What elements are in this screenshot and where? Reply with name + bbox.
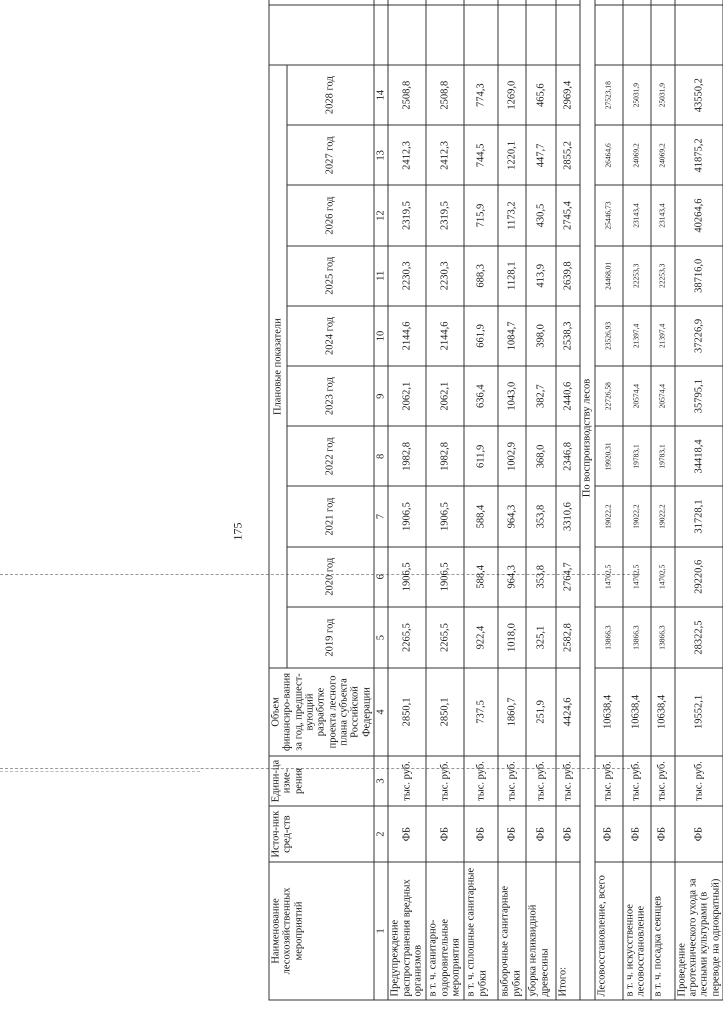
column-number: 4 — [373, 668, 387, 755]
empty-cell — [594, 0, 622, 4]
table-row — [650, 0, 674, 1000]
value-cell: 353,8 — [526, 546, 556, 606]
header-volume: Объем финансиро-вания за год, предшест-вующий разработке проекта лесного плана субъекта Российской Федерации — [269, 668, 374, 755]
value-cell: 2440,6 — [556, 366, 580, 426]
column-number — [373, 4, 387, 64]
value-cell: 2412,3 — [426, 125, 464, 185]
value-cell: 22726,58 — [594, 366, 622, 426]
value-cell: 1906,5 — [426, 546, 464, 606]
column-number: 14 — [373, 64, 387, 124]
value-cell: 2230,3 — [388, 245, 426, 305]
value-cell: 10638,4 — [594, 668, 622, 755]
row-name-cell: Лесовосстановление, всего — [594, 861, 622, 999]
empty-cell — [426, 0, 464, 4]
value-cell: 2265,5 — [426, 606, 464, 667]
value-cell: 25446,73 — [594, 185, 622, 245]
value-cell: 35795,1 — [674, 366, 722, 426]
unit-cell: тыс. руб. — [388, 755, 426, 806]
column-number: 6 — [373, 546, 387, 606]
row-name-cell: в т. ч. посадка сеянцев — [650, 861, 674, 999]
value-cell: 26464,6 — [594, 125, 622, 185]
value-cell: 19022,2 — [650, 486, 674, 546]
unit-cell: тыс. руб. — [622, 755, 650, 806]
column-number: 8 — [373, 426, 387, 486]
header-source: Источ-ник сред-ств — [269, 806, 374, 861]
value-cell: 1860,7 — [498, 668, 526, 755]
value-cell: 2764,7 — [556, 546, 580, 606]
value-cell: 22253,3 — [622, 245, 650, 305]
value-cell: 2639,8 — [556, 245, 580, 305]
row-name-cell: в т. ч. сплошные санитарные рубки — [464, 861, 498, 999]
value-cell: 31728,1 — [674, 486, 722, 546]
value-cell: 1002,9 — [498, 426, 526, 486]
empty-cell — [622, 0, 650, 4]
value-cell: 588,4 — [464, 486, 498, 546]
table-row — [426, 0, 464, 1000]
header-year: 2024 год — [287, 305, 374, 365]
value-cell: 1128,1 — [498, 245, 526, 305]
value-cell: 774,3 — [464, 64, 498, 124]
value-cell: 353,8 — [526, 486, 556, 546]
column-number: 9 — [373, 366, 387, 426]
value-cell: 19022,2 — [594, 486, 622, 546]
empty-cell — [650, 4, 674, 64]
empty-cell — [388, 0, 426, 4]
value-cell: 14702,5 — [622, 546, 650, 606]
empty-cell — [674, 4, 722, 64]
value-cell: 4424,6 — [556, 668, 580, 755]
value-cell: 251,9 — [526, 668, 556, 755]
value-cell: 744,5 — [464, 125, 498, 185]
column-number: 5 — [373, 606, 387, 667]
value-cell: 2855,2 — [556, 125, 580, 185]
value-cell: 28322,5 — [674, 606, 722, 667]
value-cell: 14702,5 — [650, 546, 674, 606]
value-cell: 1269,0 — [498, 64, 526, 124]
column-number-row — [373, 0, 387, 1000]
value-cell: 41875,2 — [674, 125, 722, 185]
value-cell: 22253,3 — [650, 245, 674, 305]
value-cell: 19022,2 — [622, 486, 650, 546]
value-cell: 2319,5 — [388, 185, 426, 245]
empty-cell — [498, 4, 526, 64]
empty-cell — [388, 4, 426, 64]
empty-cell — [526, 0, 556, 4]
source-cell: ФБ — [594, 806, 622, 861]
value-cell: 2144,6 — [426, 305, 464, 365]
value-cell: 1906,5 — [426, 486, 464, 546]
header-year: 2026 год — [287, 185, 374, 245]
rotated-table-frame — [228, 0, 721, 1030]
value-cell: 21397,4 — [650, 305, 674, 365]
column-number: 3 — [373, 755, 387, 806]
row-name-cell: выборочные санитарные рубки — [498, 861, 526, 999]
column-number: 13 — [373, 125, 387, 185]
source-cell: ФБ — [556, 806, 580, 861]
table-row — [464, 0, 498, 1000]
empty-cell — [556, 4, 580, 64]
value-cell: 21397,4 — [622, 305, 650, 365]
value-cell: 2265,5 — [388, 606, 426, 667]
header-year: 2023 год — [287, 366, 374, 426]
value-cell: 1173,2 — [498, 185, 526, 245]
header-year: 2022 год — [287, 426, 374, 486]
value-cell: 2745,4 — [556, 185, 580, 245]
value-cell: 1982,8 — [426, 426, 464, 486]
empty-cell — [622, 4, 650, 64]
source-cell: ФБ — [464, 806, 498, 861]
value-cell: 29220,6 — [674, 546, 722, 606]
table-row — [526, 0, 556, 1000]
value-cell: 2144,6 — [388, 305, 426, 365]
row-name-cell: в т. ч. санитарно-оздоровительные мероприятия — [426, 861, 464, 999]
value-cell: 25031,9 — [650, 64, 674, 124]
value-cell: 465,6 — [526, 64, 556, 124]
unit-cell: тыс. руб. — [526, 755, 556, 806]
value-cell: 636,4 — [464, 366, 498, 426]
empty-cell — [556, 0, 580, 4]
value-cell: 2412,3 — [388, 125, 426, 185]
unit-cell: тыс. руб. — [594, 755, 622, 806]
source-cell: ФБ — [622, 806, 650, 861]
value-cell: 37226,9 — [674, 305, 722, 365]
header-empty — [269, 0, 374, 4]
value-cell: 1906,5 — [388, 486, 426, 546]
column-number: 1 — [373, 861, 387, 999]
value-cell: 398,0 — [526, 305, 556, 365]
value-cell: 1018,0 — [498, 606, 526, 667]
unit-cell: тыс. руб. — [426, 755, 464, 806]
header-year: 2028 год — [287, 64, 374, 124]
column-number: 2 — [373, 806, 387, 861]
value-cell: 25031,9 — [622, 64, 650, 124]
value-cell: 34418,4 — [674, 426, 722, 486]
row-name-cell: Проведение агротехнического ухода за лесными культурами (в переводе на однократный) — [674, 861, 722, 999]
value-cell: 10638,4 — [622, 668, 650, 755]
value-cell: 2538,3 — [556, 305, 580, 365]
value-cell: 2850,1 — [388, 668, 426, 755]
value-cell: 2850,1 — [426, 668, 464, 755]
value-cell: 2508,8 — [388, 64, 426, 124]
value-cell: 19920,31 — [594, 426, 622, 486]
column-number: 7 — [373, 486, 387, 546]
unit-cell: тыс. руб. — [650, 755, 674, 806]
unit-cell: тыс. руб. — [556, 755, 580, 806]
header-year: 2019 год — [287, 606, 374, 667]
empty-cell — [674, 0, 722, 4]
empty-cell — [526, 4, 556, 64]
source-cell: ФБ — [526, 806, 556, 861]
value-cell: 13866,3 — [622, 606, 650, 667]
value-cell: 688,3 — [464, 245, 498, 305]
value-cell: 19783,1 — [622, 426, 650, 486]
section-row — [580, 0, 594, 1000]
value-cell: 13866,3 — [650, 606, 674, 667]
value-cell: 2508,8 — [426, 64, 464, 124]
value-cell: 23143,4 — [650, 185, 674, 245]
value-cell: 2582,8 — [556, 606, 580, 667]
value-cell: 2062,1 — [388, 366, 426, 426]
value-cell: 964,3 — [498, 486, 526, 546]
row-name-cell: Итого: — [556, 861, 580, 999]
source-cell: ФБ — [388, 806, 426, 861]
value-cell: 715,9 — [464, 185, 498, 245]
value-cell: 19783,1 — [650, 426, 674, 486]
source-cell: ФБ — [650, 806, 674, 861]
value-cell: 1220,1 — [498, 125, 526, 185]
source-cell: ФБ — [674, 806, 722, 861]
header-year: 2020 год — [287, 546, 374, 606]
value-cell: 24069,2 — [650, 125, 674, 185]
value-cell: 38716,0 — [674, 245, 722, 305]
value-cell: 43550,2 — [674, 64, 722, 124]
table-body — [269, 0, 723, 1000]
table-row — [622, 0, 650, 1000]
header-year: 2025 год — [287, 245, 374, 305]
value-cell: 2319,5 — [426, 185, 464, 245]
table-row — [674, 0, 722, 1000]
unit-cell: тыс. руб. — [464, 755, 498, 806]
value-cell: 611,9 — [464, 426, 498, 486]
value-cell: 325,1 — [526, 606, 556, 667]
scan-dashed-line — [0, 771, 200, 772]
value-cell: 14702,5 — [594, 546, 622, 606]
value-cell: 368,0 — [526, 426, 556, 486]
value-cell: 430,5 — [526, 185, 556, 245]
value-cell: 1084,7 — [498, 305, 526, 365]
value-cell: 1982,8 — [388, 426, 426, 486]
header-empty — [269, 4, 374, 64]
table-row — [556, 0, 580, 1000]
section-label: По воспроизводству лесов — [580, 0, 594, 1000]
value-cell: 24468,01 — [594, 245, 622, 305]
table-row — [388, 0, 426, 1000]
empty-cell — [650, 0, 674, 4]
plan-table — [268, 0, 723, 1000]
value-cell: 2062,1 — [426, 366, 464, 426]
column-number — [373, 0, 387, 4]
value-cell: 1043,0 — [498, 366, 526, 426]
empty-cell — [594, 4, 622, 64]
value-cell: 2346,8 — [556, 426, 580, 486]
empty-cell — [426, 4, 464, 64]
header-year: 2021 год — [287, 486, 374, 546]
empty-cell — [464, 4, 498, 64]
value-cell: 2230,3 — [426, 245, 464, 305]
value-cell: 40264,6 — [674, 185, 722, 245]
empty-cell — [464, 0, 498, 4]
header-unit: Едини-ца изме-рения — [269, 755, 374, 806]
column-number: 10 — [373, 305, 387, 365]
header-planned: Плановые показатели — [269, 64, 287, 667]
unit-cell: тыс. руб. — [498, 755, 526, 806]
value-cell: 3310,6 — [556, 486, 580, 546]
value-cell: 413,9 — [526, 245, 556, 305]
value-cell: 964,3 — [498, 546, 526, 606]
value-cell: 20574,4 — [622, 366, 650, 426]
value-cell: 20574,4 — [650, 366, 674, 426]
value-cell: 447,7 — [526, 125, 556, 185]
table-row — [594, 0, 622, 1000]
value-cell: 382,7 — [526, 366, 556, 426]
value-cell: 13866,3 — [594, 606, 622, 667]
value-cell: 922,4 — [464, 606, 498, 667]
value-cell: 588,4 — [464, 546, 498, 606]
page-number: 175 — [230, 522, 244, 540]
value-cell: 737,5 — [464, 668, 498, 755]
value-cell: 23526,93 — [594, 305, 622, 365]
value-cell: 24069,2 — [622, 125, 650, 185]
value-cell: 19552,1 — [674, 668, 722, 755]
value-cell: 23143,4 — [622, 185, 650, 245]
value-cell: 2969,4 — [556, 64, 580, 124]
header-year: 2027 год — [287, 125, 374, 185]
header-name: Наименование лесохозяйственных мероприятий — [269, 861, 374, 999]
value-cell: 1906,5 — [388, 546, 426, 606]
unit-cell: тыс. руб. — [674, 755, 722, 806]
value-cell: 661,9 — [464, 305, 498, 365]
table-row — [498, 0, 526, 1000]
row-name-cell: уборка неликвидной древесины — [526, 861, 556, 999]
source-cell: ФБ — [498, 806, 526, 861]
column-number: 11 — [373, 245, 387, 305]
row-name-cell: Предупреждение распространения вредных организмов — [388, 861, 426, 999]
column-number: 12 — [373, 185, 387, 245]
row-name-cell: в т. ч. искусственное лесовосстановление — [622, 861, 650, 999]
value-cell: 10638,4 — [650, 668, 674, 755]
value-cell: 27523,18 — [594, 64, 622, 124]
source-cell: ФБ — [426, 806, 464, 861]
empty-cell — [498, 0, 526, 4]
